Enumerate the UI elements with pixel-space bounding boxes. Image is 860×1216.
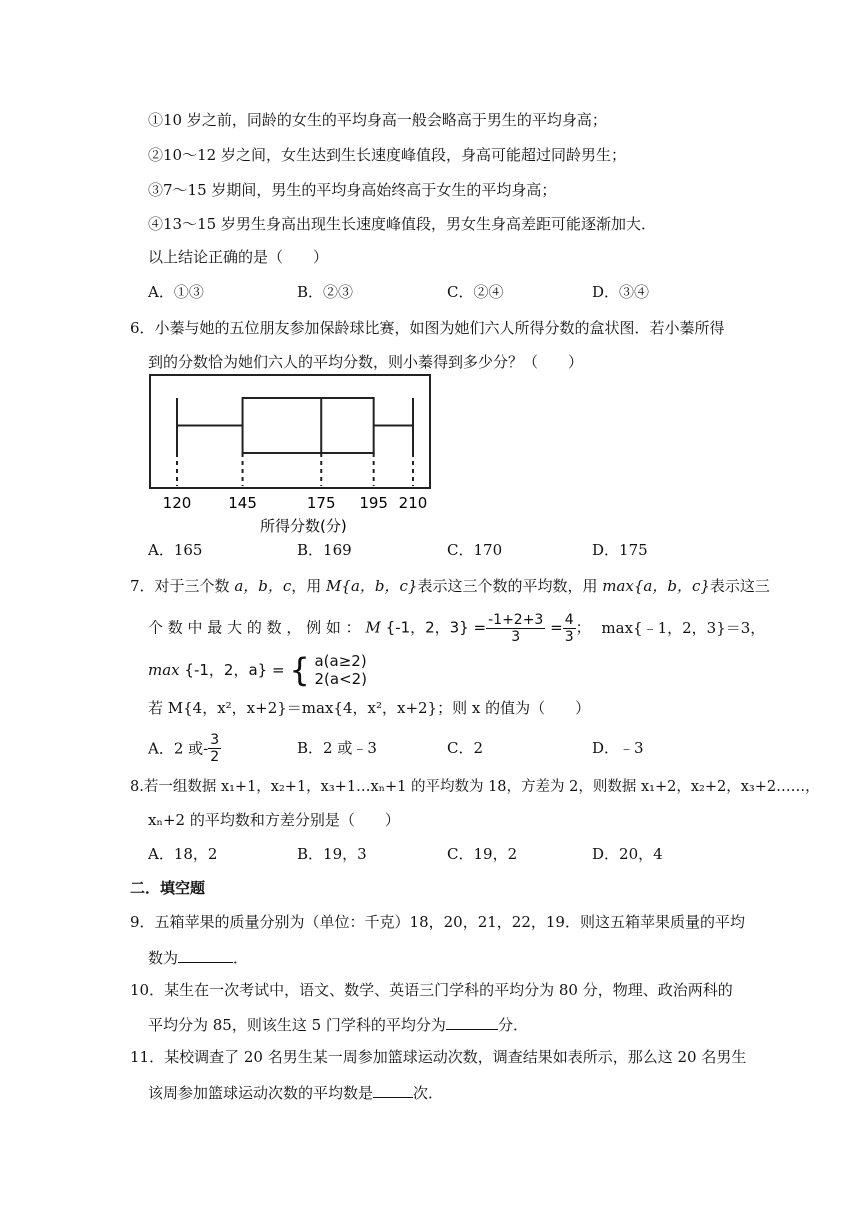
- fraction-mean: $\frac{-1+2+3}{3}$: [488, 612, 544, 645]
- q9-stem-line2: 数为 ．: [148, 946, 248, 968]
- q5-option-a: A．①③: [148, 283, 204, 301]
- q8-option-a: A．18，2: [148, 845, 218, 863]
- q5-option-c: C．②④: [447, 283, 504, 301]
- tick-label: 145: [228, 494, 257, 512]
- q5-option-b: B．②③: [297, 283, 354, 301]
- q8-option-c: C．19，2: [447, 845, 518, 863]
- statement-4: ④13～15 岁男生身高出现生长速度峰值段，男女生身高差距可能逐渐加大．: [148, 215, 656, 233]
- tick-label: 175: [306, 494, 336, 512]
- q6-option-c: C．170: [447, 541, 503, 559]
- q6-option-a: A．165: [148, 541, 203, 559]
- q6-stem-line2: 到的分数恰为她们六人的平均分数，则小蓁得到多少分？（ ）: [148, 353, 584, 371]
- q7-stem-line3: max {-1，2，a} = { a(a≥2) 2(a<2): [148, 651, 368, 689]
- q7-stem-line2: 个 数 中 最 大 的 数 ， 例 如 ： M {-1，2，3} = $\frac{-1+2+3}{3}$ = $\frac{4}{3}$ ； max{﹣1，2，3}＝3，: [148, 612, 766, 645]
- answer-blank: [178, 946, 233, 963]
- q6-option-d: D．175: [592, 541, 648, 559]
- q7-option-c: C．2: [447, 739, 484, 757]
- q5-option-d: D．③④: [592, 283, 650, 301]
- q8-option-b: B．19，3: [297, 845, 367, 863]
- q10-stem-line2: 平均分为 85，则该生这 5 门学科的平均分为 分．: [148, 1013, 528, 1035]
- q11-stem-line1: 11．某校调查了 20 名男生某一周参加篮球运动次数，调查结果如表所示，那么这 20 名男生: [130, 1048, 747, 1066]
- q5-prompt: 以上结论正确的是（ ）: [148, 248, 329, 266]
- q11-stem-line2: 该周参加篮球运动次数的平均数是 次．: [148, 1081, 443, 1103]
- fraction-three-halves: $\frac{3}{2}$: [210, 732, 220, 765]
- statement-2: ②10～12 岁之间，女生达到生长速度峰值段，身高可能超过同龄男生；: [148, 146, 626, 164]
- q6-stem-line1: 6．小蓁与她的五位朋友参加保龄球比赛，如图为她们六人所得分数的盒状图．若小蓁所得: [130, 319, 725, 337]
- answer-blank: [373, 1081, 413, 1098]
- tick-label: 195: [359, 494, 388, 512]
- chart-frame: [150, 375, 430, 488]
- q7-stem-line1: 7．对于三个数 a，b，c，用 M{a，b，c}表示这三个数的平均数，用 max{a，b，c}表示这三: [130, 577, 770, 595]
- tick-label: 120: [162, 494, 192, 512]
- q8-stem-line1: 8.若一组数据 x₁+1，x₂+1，x₃+1…xₙ+1 的平均数为 18，方差为 2，则数据 x₁+2，x₂+2，x₃+2……，: [130, 779, 820, 795]
- q7-option-d: D．﹣3: [592, 739, 644, 757]
- tick-label: 210: [398, 494, 428, 512]
- answer-blank: [446, 1013, 498, 1030]
- q7-option-a: A．2 或- $\frac{3}{2}$: [148, 732, 220, 765]
- q8-stem-line2: xₙ+2 的平均数和方差分别是（ ）: [148, 811, 400, 829]
- box-plot-chart: [140, 368, 440, 538]
- q7-stem-line4: 若 M{4，x²，x+2}＝max{4，x²，x+2}；则 x 的值为（ ）: [148, 699, 591, 717]
- q10-stem-line1: 10．某生在一次考试中，语文、数学、英语三门学科的平均分为 80 分，物理、政治两科的: [130, 981, 733, 999]
- box-iqr: [243, 398, 374, 453]
- statement-1: ①10 岁之前，同龄的女生的平均身高一般会略高于男生的平均身高；: [148, 111, 607, 129]
- x-axis-label: 所得分数(分): [260, 517, 347, 535]
- q7-option-b: B．2 或﹣3: [297, 739, 377, 757]
- fraction-result: $\frac{4}{3}$: [564, 612, 574, 645]
- q8-option-d: D．20，4: [592, 845, 663, 863]
- section-heading: 二．填空题: [130, 879, 206, 897]
- q6-option-b: B．169: [297, 541, 352, 559]
- statement-3: ③7～15 岁期间，男生的平均身高始终高于女生的平均身高；: [148, 181, 557, 199]
- q9-stem-line1: 9．五箱苹果的质量分别为（单位：千克）18，20，21，22，19．则这五箱苹果质量的平均: [130, 913, 745, 931]
